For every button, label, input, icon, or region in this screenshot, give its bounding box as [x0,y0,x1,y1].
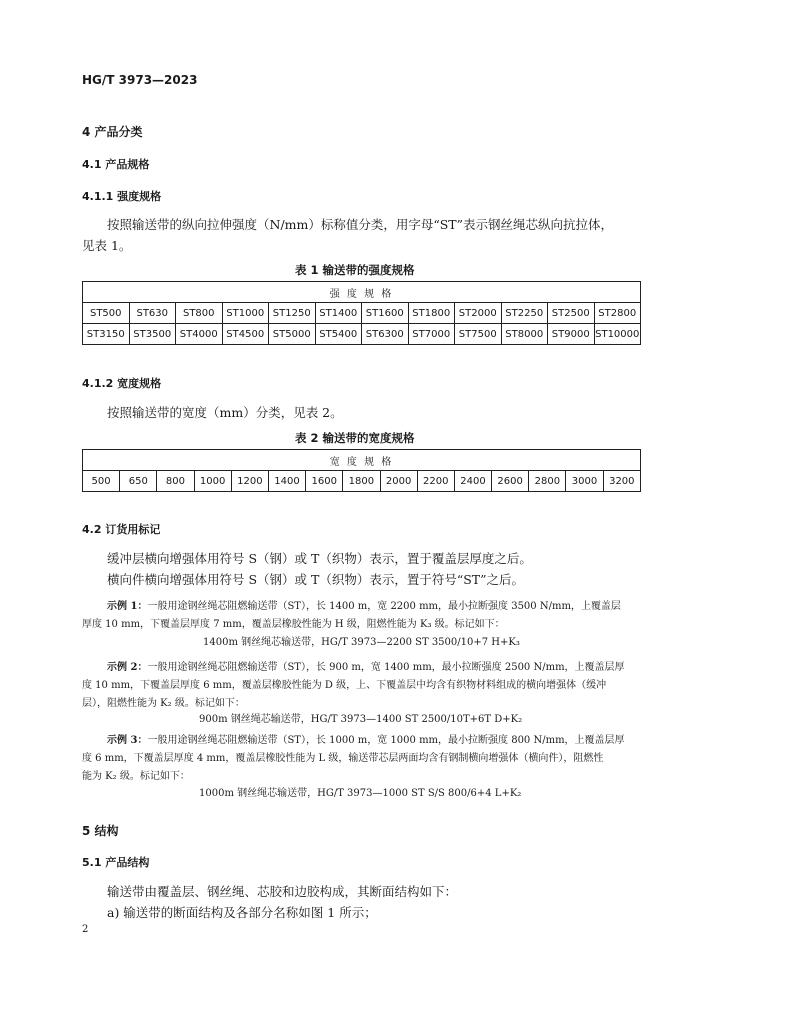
table-row [83,303,641,324]
example-1-line1 [107,597,621,612]
table-cell: ST2000 [455,303,502,324]
table-cell: ST1000 [222,303,269,324]
table-cell: ST5400 [315,324,362,345]
section-4-1-2-paragraph: 按照输送带的宽度（mm）分类，见表 2。 [107,405,343,420]
table-cell: ST7500 [455,324,502,345]
table-cell: ST1250 [269,303,316,324]
standard-number: HG/T 3973—2023 [82,73,198,87]
table-2-header: 宽 度 规 格 [83,450,641,471]
table-cell: 1000 [194,471,231,492]
table-cell: 2200 [417,471,454,492]
example-1-line2: 厚度 10 mm，下覆盖层厚度 7 mm，覆盖层橡胶性能为 H 级，阻燃性能为 K₃ 级。标记如下： [82,619,505,630]
table-cell: ST8000 [501,324,548,345]
table-cell: 1600 [306,471,343,492]
example-2-line1 [107,658,625,673]
table-cell: ST2250 [501,303,548,324]
table-cell: ST4500 [222,324,269,345]
section-4-2-paragraph-2: 横向件横向增强体用符号 S（钢）或 T（织物）表示，置于符号“ST”之后。 [107,572,525,587]
table-cell: ST7000 [408,324,455,345]
strength-spec-table [82,281,641,345]
example-2-text: 一般用途钢丝绳芯阻燃输送带（ST），长 900 m，宽 1400 mm，最小拉断强度 2500 N/mm，上覆盖层厚 [147,662,625,673]
table-1-header: 强 度 规 格 [83,282,641,303]
table-cell: 2400 [454,471,491,492]
table-cell: 2600 [492,471,529,492]
page-number: 2 [82,924,89,935]
example-1-marking: 1400m 钢丝绳芯输送带，HG/T 3973—2200 ST 3500/10+7 H+K₃ [203,637,520,648]
example-1-text: 一般用途钢丝绳芯阻燃输送带（ST），长 1400 m，宽 2200 mm，最小拉断强度 3500 N/mm，上覆盖层 [147,601,621,612]
table-cell: ST9000 [548,324,595,345]
table-cell: ST630 [129,303,176,324]
example-3-line1 [107,731,625,746]
table-row [83,324,641,345]
table-cell: ST2800 [594,303,641,324]
table-cell: ST500 [83,303,130,324]
section-4-1-2-title: 4.1.2 宽度规格 [82,377,162,390]
section-5-1-paragraph: 输送带由覆盖层、钢丝绳、芯胶和边胶构成，其断面结构如下： [107,884,458,899]
section-4-1-1-paragraph-line2: 见表 1。 [82,238,132,253]
example-2-marking: 900m 钢丝绳芯输送带，HG/T 3973—1400 ST 2500/10T+6T D+K₂ [199,714,523,725]
table-cell: ST4000 [176,324,223,345]
table-row [83,471,641,492]
section-4-1-1-paragraph-line1: 按照输送带的纵向拉伸强度（N/mm）标称值分类，用字母“ST”表示钢丝绳芯纵向抗拉体， [107,217,614,232]
example-3-line3: 能为 K₂ 级。标记如下： [82,771,190,782]
table-cell: 650 [120,471,157,492]
table-cell: ST5000 [269,324,316,345]
example-2-label: 示例 2： [107,662,148,673]
table-cell: 2000 [380,471,417,492]
section-5-1-item-a: a) 输送带的断面结构及各部分名称如图 1 所示； [107,905,377,920]
section-5-title: 5 结构 [82,824,119,838]
example-2-line3: 层），阻燃性能为 K₂ 级。标记如下： [82,698,245,709]
example-3-line2: 度 6 mm，下覆盖层厚度 4 mm，覆盖层橡胶性能为 L 级，输送带芯层两面均含有钢制横向增强体（横向件），阻燃性 [82,753,604,764]
example-1-label: 示例 1： [107,601,148,612]
table-cell: 3000 [566,471,603,492]
section-4-2-title: 4.2 订货用标记 [82,523,161,536]
table-cell: 1200 [231,471,268,492]
example-3-text: 一般用途钢丝绳芯阻燃输送带（ST），长 1000 m，宽 1000 mm，最小拉断强度 800 N/mm，上覆盖层厚 [147,735,625,746]
table-2-caption: 表 2 输送带的宽度规格 [295,431,415,445]
table-cell: ST6300 [362,324,409,345]
table-cell: ST2500 [548,303,595,324]
example-3-marking: 1000m 钢丝绳芯输送带，HG/T 3973—1000 ST S/S 800/6+4 L+K₂ [199,788,522,799]
section-4-title: 4 产品分类 [82,125,143,139]
table-cell: 500 [83,471,120,492]
table-cell: 1400 [268,471,305,492]
table-cell: 1800 [343,471,380,492]
section-4-2-paragraph-1: 缓冲层横向增强体用符号 S（钢）或 T（织物）表示，置于覆盖层厚度之后。 [107,551,532,566]
example-3-label: 示例 3： [107,735,148,746]
table-cell: 800 [157,471,194,492]
table-cell: 2800 [529,471,566,492]
table-cell: ST1400 [315,303,362,324]
table-cell: 3200 [603,471,640,492]
example-2-line2: 度 10 mm，下覆盖层厚度 6 mm，覆盖层橡胶性能为 D 级，上、下覆盖层中均含有织物材料组成的横向增强体（缓冲 [82,680,607,691]
table-cell: ST1800 [408,303,455,324]
table-cell: ST800 [176,303,223,324]
section-4-1-title: 4.1 产品规格 [82,158,150,171]
section-4-1-1-title: 4.1.1 强度规格 [82,190,162,203]
width-spec-table [82,449,641,492]
table-cell: ST3500 [129,324,176,345]
section-5-1-title: 5.1 产品结构 [82,856,150,869]
table-cell: ST10000 [594,324,641,345]
table-cell: ST1600 [362,303,409,324]
table-1-caption: 表 1 输送带的强度规格 [295,263,415,277]
table-cell: ST3150 [83,324,130,345]
